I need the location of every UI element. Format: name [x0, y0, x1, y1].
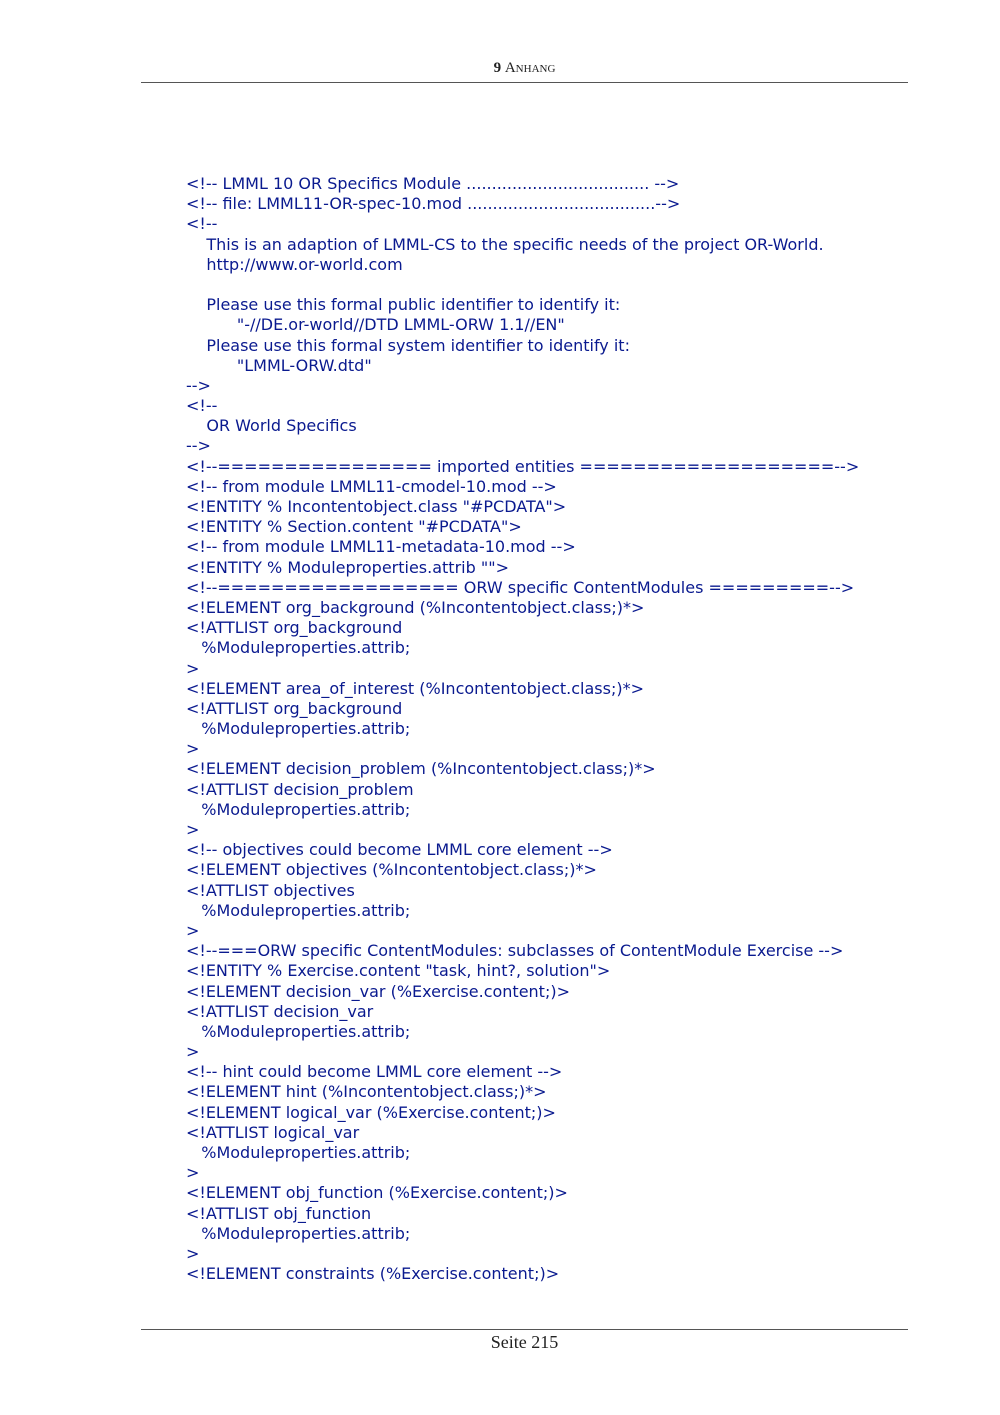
chapter-number: 9	[493, 60, 502, 76]
code-line: %Moduleproperties.attrib;	[186, 1021, 411, 1041]
code-line: <!ELEMENT constraints (%Exercise.content;)>	[186, 1264, 560, 1284]
code-line: "LMML-ORW.dtd"	[186, 355, 372, 375]
code-line: <!--	[186, 396, 218, 416]
header-divider	[141, 82, 908, 83]
code-line: >	[186, 1163, 200, 1183]
code-line: <!-- objectives could become LMML core element -->	[186, 840, 613, 860]
code-line: <!ELEMENT logical_var (%Exercise.content;)>	[186, 1102, 556, 1122]
code-line: <!--	[186, 214, 218, 234]
code-line: %Moduleproperties.attrib;	[186, 1143, 411, 1162]
code-line: <!-- file: LMML11-OR-spec-10.mod .....................................-->	[186, 194, 681, 214]
code-line: -->	[186, 436, 211, 456]
code-line: <!-- hint could become LMML core element -->	[186, 1062, 563, 1082]
code-line: "-//DE.or-world//DTD LMML-ORW 1.1//EN"	[186, 315, 565, 335]
chapter-title: Anhang	[504, 60, 556, 76]
code-line: %Moduleproperties.attrib;	[186, 900, 411, 920]
code-line: -->	[186, 375, 211, 395]
code-line: %Moduleproperties.attrib;	[186, 1223, 411, 1243]
code-line: <!ELEMENT org_background (%Incontentobject.class;)*>	[186, 597, 645, 617]
code-line: >	[186, 739, 200, 759]
code-line: <!ENTITY % Moduleproperties.attrib "">	[186, 557, 509, 577]
code-line: <!ENTITY % Incontentobject.class "#PCDATA">	[186, 497, 567, 516]
code-line: OR World Specifics	[186, 416, 357, 436]
code-line: <!--================== ORW specific ContentModules =========-->	[186, 577, 855, 597]
code-line: <!ATTLIST decision_problem	[186, 779, 414, 799]
code-line: <!ELEMENT area_of_interest (%Incontentobject.class;)*>	[186, 678, 644, 698]
code-line: %Moduleproperties.attrib;	[186, 719, 411, 739]
code-line: Please use this formal system identifier to identify it:	[186, 335, 630, 355]
footer-divider	[141, 1329, 908, 1330]
code-line: <!ELEMENT obj_function (%Exercise.content;)>	[186, 1183, 568, 1203]
code-line: <!ATTLIST decision_var	[186, 1001, 374, 1021]
code-line: <!ELEMENT decision_var (%Exercise.content;)>	[186, 981, 570, 1001]
code-line: >	[186, 1042, 200, 1062]
page-header	[141, 60, 908, 77]
code-line: <!ENTITY % Section.content "#PCDATA">	[186, 517, 522, 537]
code-line: %Moduleproperties.attrib;	[186, 799, 411, 819]
code-line: <!-- from module LMML11-cmodel-10.mod -->	[186, 476, 557, 496]
code-line: <!-- from module LMML11-metadata-10.mod -->	[186, 537, 576, 557]
code-line: <!ELEMENT hint (%Incontentobject.class;)*>	[186, 1082, 547, 1102]
code-line: This is an adaption of LMML-CS to the specific needs of the project OR-World.	[186, 234, 824, 254]
code-line: <!--================ imported entities ===================-->	[186, 456, 860, 476]
code-line: >	[186, 820, 200, 839]
code-line: %Moduleproperties.attrib;	[186, 638, 411, 658]
code-line: <!ELEMENT objectives (%Incontentobject.class;)*>	[186, 860, 597, 880]
code-line: <!ATTLIST logical_var	[186, 1122, 360, 1142]
code-line: >	[186, 920, 200, 940]
code-line: <!ENTITY % Exercise.content "task, hint?, solution">	[186, 961, 611, 981]
page-number: Seite 215	[490, 1332, 559, 1352]
code-line: <!--===ORW specific ContentModules: subclasses of ContentModule Exercise -->	[186, 941, 844, 961]
code-line: <!-- LMML 10 OR Specifics Module .................................... -->	[186, 174, 680, 193]
code-line: <!ATTLIST objectives	[186, 880, 355, 900]
code-line: <!ATTLIST org_background	[186, 618, 403, 638]
code-line: <!ELEMENT decision_problem (%Incontentobject.class;)*>	[186, 759, 656, 779]
code-line: <!ATTLIST obj_function	[186, 1203, 372, 1223]
code-line: >	[186, 1243, 200, 1263]
code-line: http://www.or-world.com	[186, 254, 403, 274]
dtd-code-listing	[186, 174, 886, 1284]
code-line: >	[186, 658, 200, 678]
code-line: Please use this formal public identifier to identify it:	[186, 295, 621, 315]
code-line: <!ATTLIST org_background	[186, 698, 403, 718]
code-line	[186, 275, 886, 295]
